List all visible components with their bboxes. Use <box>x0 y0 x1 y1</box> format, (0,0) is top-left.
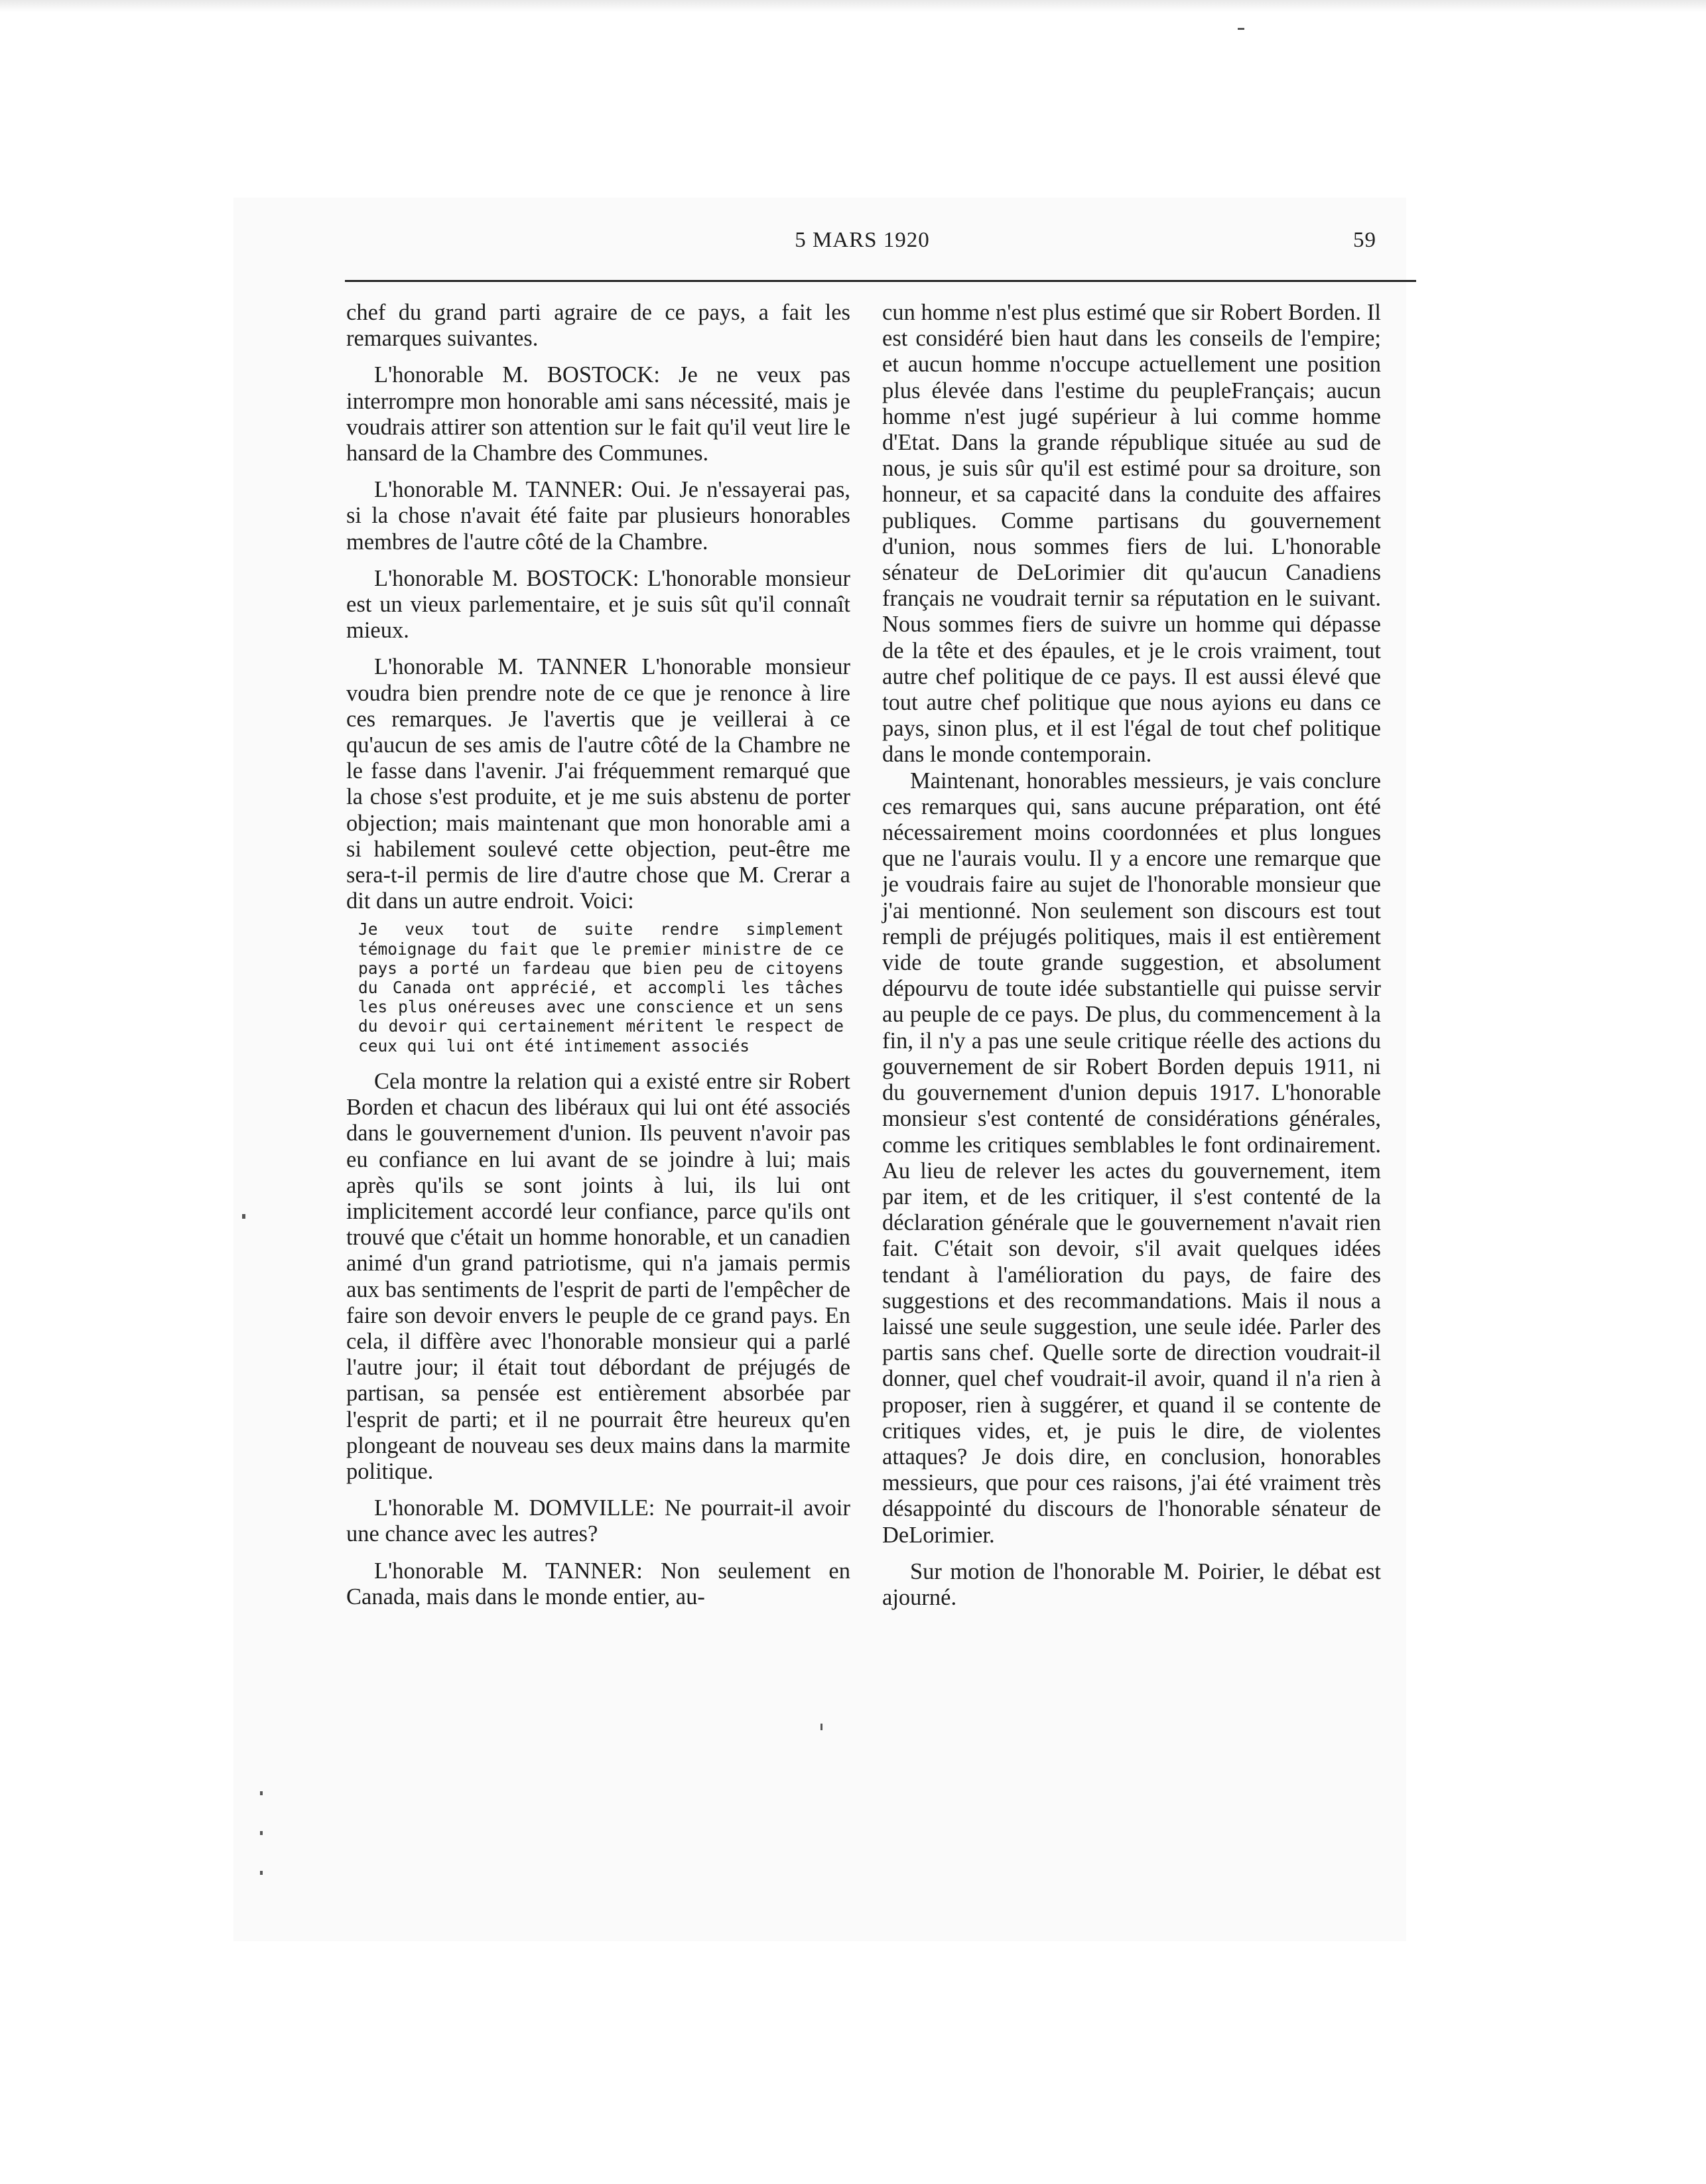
scan-speck <box>260 1871 263 1875</box>
scan-top-edge <box>0 0 1706 12</box>
left-column <box>346 300 850 1610</box>
scan-speck <box>820 1724 822 1730</box>
paragraph: cun homme n'est plus estimé que sir Robert Borden. Il est considéré bien haut dans les conseils de l'empire; et aucun homme n'occupe actuellement une position plus élevée dans l'estime du peupleFrançais; aucun homme n'est jugé supérieur à lui comme homme d'Etat. Dans la grande république située au sud de nous, je suis sûr qu'il est estimé pour sa droiture, son honneur, et sa capacité dans la conduite des affaires publiques. Comme partisans du gouvernement d'union, nous sommes fiers de lui. L'honorable sénateur de DeLorimier dit qu'aucun Canadiens français ne voudrait ternir sa réputation en le suivant. Nous sommes fiers de suivre un homme qui dépasse de la tête et des épaules, et je le crois vraiment, tout autre chef politique de ce pays. Il est aussi élevé que tout autre chef politique que nous ayions eu dans ce pays, sinon plus, et il est l'égal de tout chef politique dans le monde contemporain. <box>882 300 1381 768</box>
paragraph: chef du grand parti agraire de ce pays, a fait les remarques suivantes. <box>346 300 850 352</box>
paragraph: Sur motion de l'honorable M. Poirier, le débat est ajourné. <box>882 1558 1381 1610</box>
paragraph: Cela montre la relation qui a existé entre sir Robert Borden et chacun des libéraux qui lui ont été associés dans le gouvernement d'union. Ils peuvent n'avoir pas eu confiance en lui avant de se joindre à lui; mais après qu'ils se sont joints à lui, ils lui ont implicitement accordé leur confiance, parce qu'ils ont trouvé que c'était un homme honorable, et un canadien animé d'un grand patriotisme, qui n'a jamais permis aux bas sentiments de l'esprit de parti de l'empêcher de faire son devoir envers le peuple de ce grand pays. En cela, il diffère avec l'honorable monsieur qui a parlé l'autre jour; il était tout débordant de préjugés de partisan, sa pensée est entièrement absorbée par l'esprit de parti; et il ne pourrait être heureux qu'en plongeant de nouveau ses deux mains dans la marmite politique. <box>346 1068 850 1484</box>
scan-speck <box>242 1214 245 1219</box>
right-column <box>882 300 1381 1611</box>
paragraph: L'honorable M. TANNER L'honorable monsieur voudra bien prendre note de ce que je renonce à lire ces remarques. Je l'avertis que je veillerai à ce qu'aucun de ses amis de l'autre côté de la Chambre ne le fasse dans l'avenir. J'ai fréquemment remarqué que la chose s'est produite, et je me suis abstenu de porter objection; mais maintenant que mon honorable ami a si habilement soulevé cette objection, peut-être me sera-t-il permis de lire d'autre chose que M. Crerar a dit dans un autre endroit. Voici: <box>346 654 850 914</box>
paragraph: L'honorable M. BOSTOCK: Je ne veux pas interrompre mon honorable ami sans nécessité, mais je voudrais attirer son attention sur le fait qu'il veut lire le hansard de la Chambre des Communes. <box>346 362 850 466</box>
scan-speck <box>1238 28 1244 30</box>
scan-speck <box>260 1791 263 1795</box>
paragraph: L'honorable M. TANNER: Oui. Je n'essayerai pas, si la chose n'avait été faite par plusieurs honorables membres de l'autre côté de la Chambre. <box>346 477 850 555</box>
header-rule <box>345 280 1416 282</box>
page-date-title: 5 MARS 1920 <box>795 228 930 252</box>
page-header <box>345 226 1380 259</box>
paragraph: L'honorable M. DOMVILLE: Ne pourrait-il avoir une chance avec les autres? <box>346 1495 850 1547</box>
paragraph: Maintenant, honorables messieurs, je vais conclure ces remarques qui, sans aucune préparation, ont été nécessairement moins coordonnées et plus longues que ne l'aurais voulu. Il y a encore une remarque que je voudrais faire au sujet de l'honorable monsieur que j'ai mentionné. Non seulement son discours est tout rempli de préjugés politiques, mais il est entièrement vide de toute grande suggestion, et absolument dépourvu de toute idée substantielle qui puisse servir au peuple de ce pays. De plus, du commencement à la fin, il n'y a pas une seule critique réelle des actions du gouvernement de sir Robert Borden depuis 1911, ni du gouvernement d'union depuis 1917. L'honorable monsieur s'est contenté de considérations générales, comme les critiques semblables le font ordinairement. Au lieu de relever les actes du gouvernement, item par item, et de les critiquer, il s'est contenté de la déclaration générale que le gouvernement n'avait rien fait. C'était son devoir, s'il avait quelques idées tendant à l'amélioration du pays, de faire des suggestions et des recommandations. Mais il nous a laissé une seule suggestion, une seule idée. Parler des partis sans chef. Quelle sorte de direction voudrait-il donner, quel chef voudrait-il avoir, quand il n'a rien à proposer, rien à suggérer, et quand il se contente de critiques vides, et, je puis le dire, de violentes attaques? Je dois dire, en conclusion, honorables messieurs, que pour ces raisons, j'ai été vraiment très désappointé du discours de l'honorable sénateur de DeLorimier. <box>882 768 1381 1548</box>
page-number: 59 <box>1353 228 1376 252</box>
block-quote: Je veux tout de suite rendre simplement témoignage du fait que le premier ministre de ce pays a porté un fardeau que bien peu de citoyens du Canada ont apprécié, et accompli les tâches les plus onéreuses avec une conscience et un sens du devoir qui certainement méritent le respect de ceux qui lui ont été intimement associés <box>358 920 844 1056</box>
scan-speck <box>260 1831 263 1835</box>
paragraph: L'honorable M. BOSTOCK: L'honorable monsieur est un vieux parlementaire, et je suis sût qu'il connaît mieux. <box>346 565 850 644</box>
paragraph: L'honorable M. TANNER: Non seulement en Canada, mais dans le monde entier, au- <box>346 1558 850 1609</box>
